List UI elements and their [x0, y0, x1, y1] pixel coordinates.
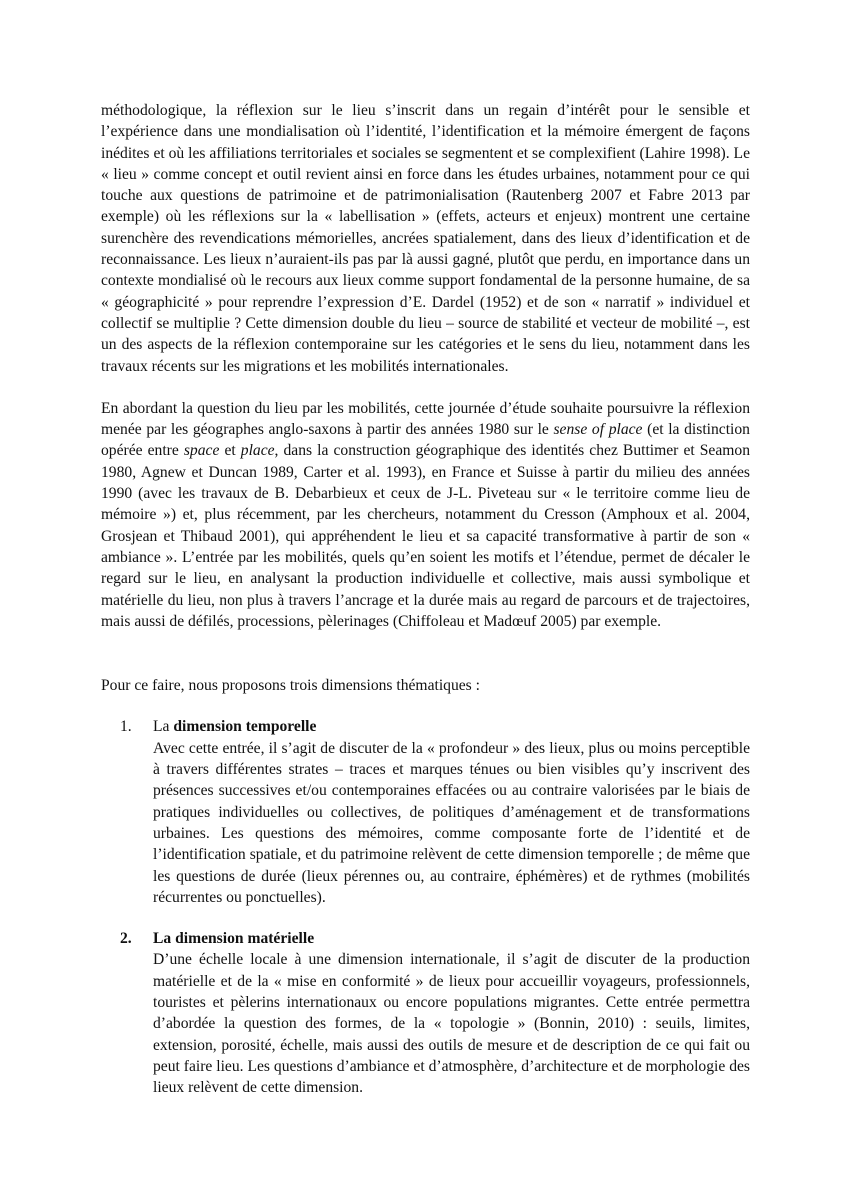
theme-title: La dimension matérielle — [153, 930, 315, 948]
theme-number: 2. — [120, 930, 132, 948]
paragraph-text: (et la distinction opérée entre — [101, 421, 750, 460]
paragraph-text: et — [219, 442, 241, 460]
paragraph-text: En abordant la question du lieu par les mobilités, cette journée d’étude souhaite poursuivre la réflexion menée par les géographes anglo-saxons à partir des années 1980 sur le — [101, 399, 750, 439]
theme-title — [153, 716, 750, 737]
paragraph-themes-intro: Pour ce faire, nous proposons trois dimensions thématiques : — [101, 677, 480, 695]
paragraph-mobilities — [101, 398, 750, 632]
italic-term-place: place — [240, 442, 275, 460]
theme-body: D’une échelle locale à une dimension internationale, il s’agit de discuter de la production matérielle et de la « mise en conformité » de lieux pour accueillir voyageurs, professionnels, touristes et pèlerins internationaux ou encore populations migrantes. Cette entrée permettra d’abordée la question des formes, de la « topologie » (Bonnin, 2010) : seuils, limites, extension, porosité, échelle, mais aussi des outils de mesure et de description de ce qui fait ou peut faire lieu. Les questions d’ambiance et d’atmosphère, d’architecture et de morphologie des lieux relèvent de cette dimension. — [153, 951, 750, 1097]
theme-item-material — [101, 928, 750, 1098]
theme-number: 1. — [120, 718, 132, 736]
theme-body: Avec cette entrée, il s’agit de discuter de la « profondeur » des lieux, plus ou moins perceptible à travers différentes strates – traces et marques ténues ou bien visibles qu’y inscrivent des présences successives et/ou contemporaines effacées ou au contraire valorisées par le biais de pratiques individuelles ou collectives, de politiques d’aménagement et de transformations urbaines. Les questions des mémoires, comme composante forte de l’identité et de l’identification spatiale, et du patrimoine relèvent de cette dimension temporelle ; de même que les questions de durée (lieux pérennes ou, au contraire, éphémères) et de rythmes (mobilités récurrentes ou ponctuelles). — [153, 739, 750, 906]
paragraph-text: , dans la construction géographique des identités chez Buttimer et Seamon 1980, Agnew et Duncan 1989, Carter et al. 1993), en France et Suisse à partir du milieu des années 1990 (avec les travaux de B. Debarbieux et ceux de J-L. Piveteau sur « le territoire comme lieu de mémoire ») et, plus récemment, par les chercheurs, notamment du Cresson (Amphoux et al. 2004, Grosjean et Thibaud 2001), qui appréhendent le lieu et sa capacité transformative à partir de son « ambiance ». L’entrée par les mobilités, quels qu’en soient les motifs et l’étendue, permet de décaler le regard sur le lieu, en analysant la production individuelle et collective, mais aussi symbolique et matérielle du lieu, non plus à travers l’ancrage et la durée mais au regard de parcours et de trajectoires, mais aussi de défilés, processions, pèlerinages (Chiffoleau et Madœuf 2005) par exemple. — [101, 442, 750, 630]
italic-term-sense-of-place: sense of place — [553, 421, 643, 439]
themes-list — [101, 716, 750, 1098]
paragraph-intro-continued: méthodologique, la réflexion sur le lieu s’inscrit dans un regain d’intérêt pour le sensible et l’expérience dans une mondialisation où l’identité, l’identification et la mémoire émergent de façons inédites et où les affiliations territoriales et sociales se segmentent et se complexifient (Lahire 1998). Le « lieu » comme concept et outil revient ainsi en force dans les études urbaines, notamment pour ce qui touche aux questions de patrimoine et de patrimonialisation (Rautenberg 2007 et Fabre 2013 par exemple) où les réflexions sur la « labellisation » (effets, acteurs et enjeux) montrent une certaine surenchère des revendications mémorielles, ancrées spatialement, dans des lieux d’identification et de reconnaissance. Les lieux n’auraient-ils pas par là aussi gagné, plutôt que perdu, en importance dans un contexte mondialisé où le recours aux lieux comme support fondamental de la personne humaine, de sa « géographicité » pour reprendre l’expression d’E. Dardel (1952) et de son « narratif » individuel et collectif se multiplie ? Cette dimension double du lieu – source de stabilité et vecteur de mobilité –, est un des aspects de la réflexion contemporaine sur les catégories et le sens du lieu, notamment dans les travaux récents sur les migrations et les mobilités internationales. — [101, 102, 750, 375]
theme-item-temporal — [101, 716, 750, 908]
theme-title-bold: dimension temporelle — [173, 718, 317, 736]
theme-title-prefix: La — [153, 718, 174, 736]
italic-term-space: space — [183, 442, 220, 460]
